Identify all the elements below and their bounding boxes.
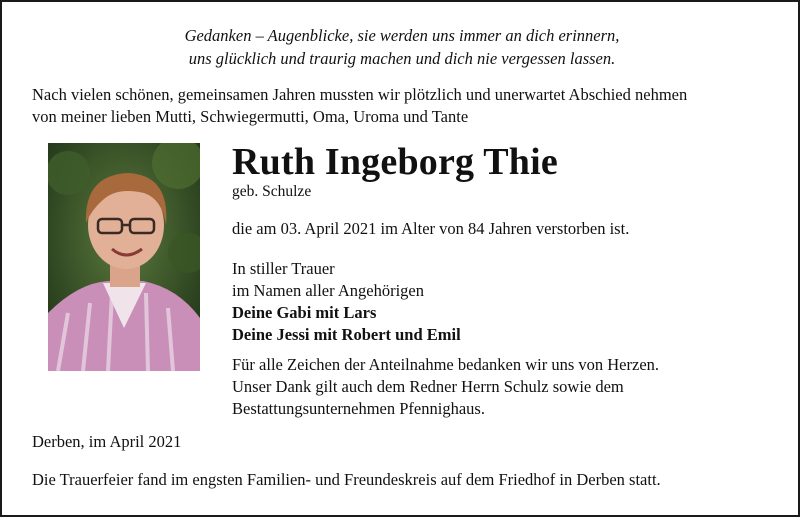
intro-line: von meiner lieben Mutti, Schwiegermutti, Oma, Uroma und Tante [32,107,469,126]
mourner-name: Deine Gabi mit Lars [232,303,377,322]
poem-line: Gedanken – Augenblicke, sie werden uns immer an dich erinnern, [184,26,620,45]
memorial-poem [2,24,800,70]
mourner-name: Deine Jessi mit Robert und Emil [232,325,461,344]
thanks-line: Für alle Zeichen der Anteilnahme bedanken wir uns von Herzen. [232,355,660,374]
thanks-line: Bestattungsunternehmen Pfennighaus. [232,399,485,418]
intro-text [32,84,782,128]
mourners-block [232,258,461,346]
mourners-line: In stiller Trauer [232,259,335,278]
portrait-illustration [48,143,200,371]
place-date: Derben, im April 2021 [32,432,182,451]
portrait-photo [48,143,200,371]
deceased-name: Ruth Ingeborg Thie [232,141,558,183]
thanks-block [232,354,659,420]
mourners-line: im Namen aller Angehörigen [232,281,424,300]
death-details: die am 03. April 2021 im Alter von 84 Jahren verstorben ist. [232,219,630,238]
birth-name: geb. Schulze [232,183,312,200]
thanks-line: Unser Dank gilt auch dem Redner Herrn Schulz sowie dem [232,377,624,396]
intro-line: Nach vielen schönen, gemeinsamen Jahren mussten wir plötzlich und unerwartet Abschied nehmen [32,85,688,104]
funeral-note: Die Trauerfeier fand im engsten Familien- und Freundeskreis auf dem Friedhof in Derben statt. [32,470,661,489]
poem-line: uns glücklich und traurig machen und dich nie vergessen lassen. [188,49,616,68]
